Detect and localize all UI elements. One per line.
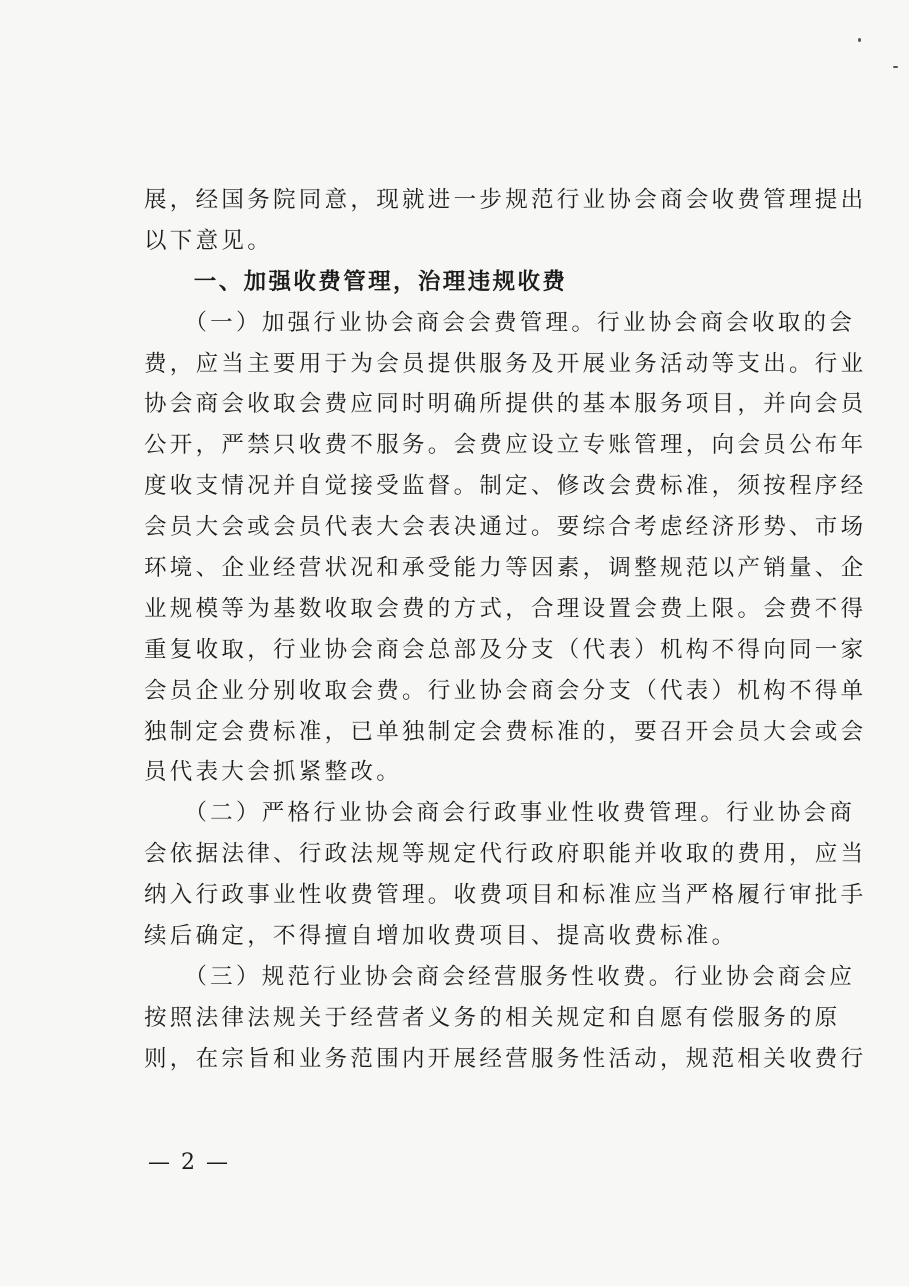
text-line: 协会商会收取会费应同时明确所提供的基本服务项目，并向会员	[144, 391, 867, 418]
text-line: （二）严格行业协会商会行政事业性收费管理。行业协会商	[144, 800, 856, 827]
scan-speck	[858, 38, 861, 42]
text-line: 业规模等为基数收取会费的方式，合理设置会费上限。会费不得	[144, 595, 867, 622]
text-line: 度收支情况并自觉接受监督。制定、修改会费标准，须按程序经	[144, 473, 867, 500]
text-line: 会员企业分别收取会费。行业协会商会分支（代表）机构不得单	[144, 677, 867, 704]
section-heading: 一、加强收费管理，治理违规收费	[144, 268, 568, 295]
text-line: （一）加强行业协会商会会费管理。行业协会商会收取的会	[144, 309, 856, 336]
text-line: 员代表大会抓紧整改。	[144, 759, 403, 786]
text-line: 按照法律法规关于经营者义务的相关规定和自愿有偿服务的原	[144, 1004, 841, 1031]
text-line: 会依据法律、行政法规等规定代行政府职能并收取的费用，应当	[144, 841, 867, 868]
text-line: 独制定会费标准，已单独制定会费标准的，要召开会员大会或会	[144, 718, 867, 745]
text-line: 环境、企业经营状况和承受能力等因素，调整规范以产销量、企	[144, 555, 867, 582]
text-line: 重复收取，行业协会商会总部及分支（代表）机构不得向同一家	[144, 636, 867, 663]
text-line: 续后确定，不得擅自增加收费项目、提高收费标准。	[144, 923, 738, 950]
text-line: 会员大会或会员代表大会表决通过。要综合考虑经济形势、市场	[144, 514, 867, 541]
text-line: 公开，严禁只收费不服务。会费应设立专账管理，向会员公布年	[144, 432, 867, 459]
text-line: 费，应当主要用于为会员提供服务及开展业务活动等支出。行业	[144, 350, 867, 377]
text-line: 展，经国务院同意，现就进一步规范行业协会商会收费管理提出	[144, 187, 867, 213]
scan-speck	[893, 66, 898, 68]
text-line: 则，在宗旨和业务范围内开展经营服务性活动，规范相关收费行	[144, 1045, 867, 1072]
text-line: 以下意见。	[144, 227, 274, 254]
text-line: 纳入行政事业性收费管理。收费项目和标准应当严格履行审批手	[144, 882, 867, 909]
page-number: — 2 —	[148, 1150, 230, 1175]
text-line: （三）规范行业协会商会经营服务性收费。行业协会商会应	[144, 963, 856, 990]
